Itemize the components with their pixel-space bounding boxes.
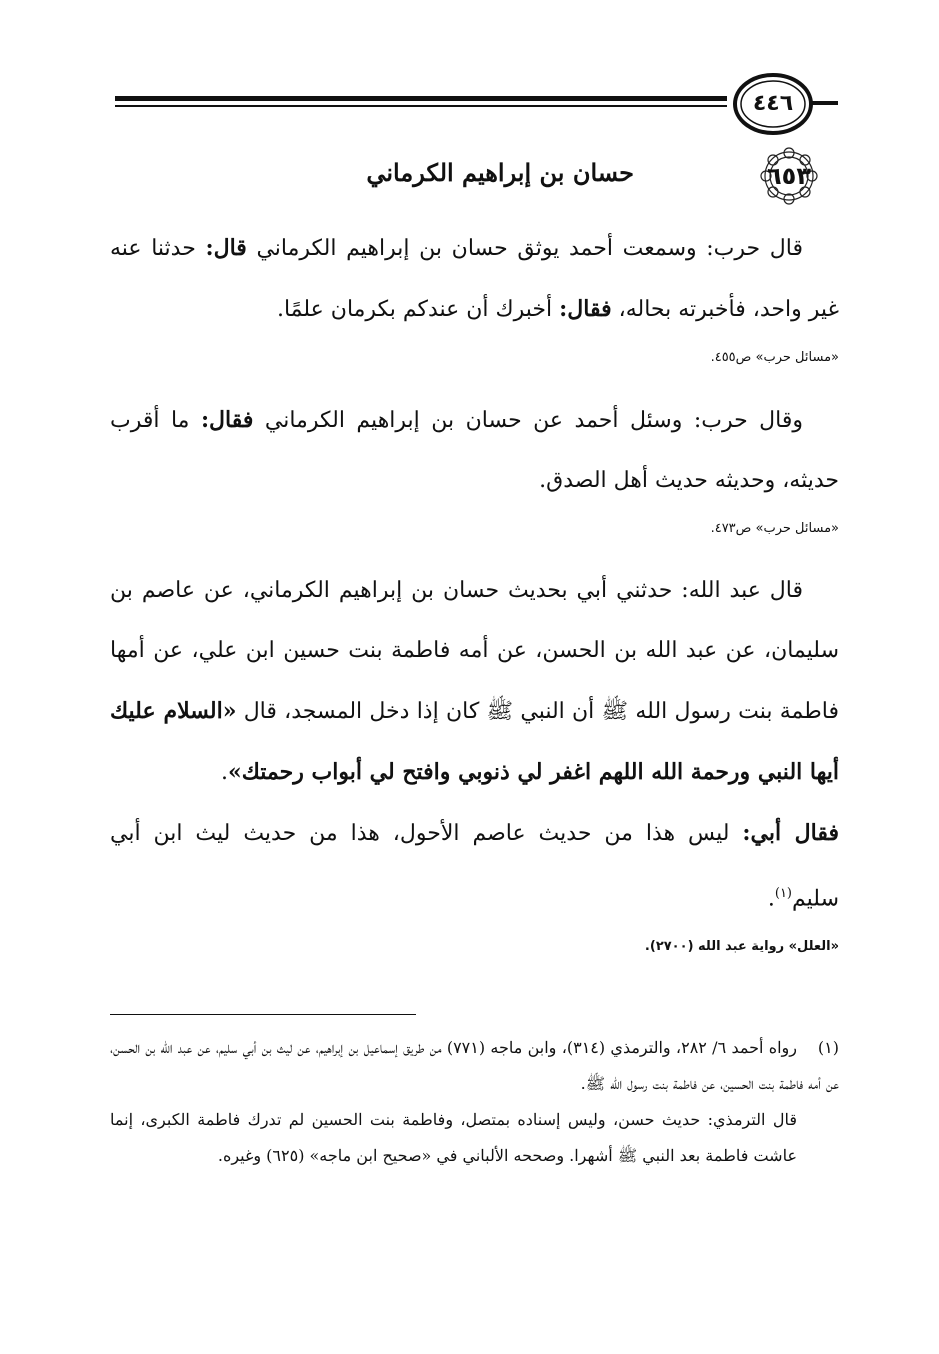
p3-text-a: قال عبد الله: حدثني أبي بحديث حسان بن إبراهيم الكرماني، عن عاصم بن سليمان، عن عبد الله بن الحسن، عن أمه فاطمة بنت حسين ابن علي، عن أمها فاطمة بنت رسول الله ﷺ أن النبي ﷺ كان إذا دخل المسجد، قال: [110, 578, 839, 724]
paragraph-3: [110, 561, 839, 803]
p2-bold-a: فقال:: [200, 407, 254, 433]
paragraph-4: [110, 803, 839, 929]
source-citation-1: «مسائل حرب» ص٤٥٥.: [710, 350, 839, 365]
p2-text-b: ما أقرب حديثه، وحديثه حديث أهل الصدق.: [110, 408, 839, 493]
p1-text-a: قال حرب: وسمعت أحمد يوثق حسان بن إبراهيم الكرماني: [246, 236, 803, 261]
footnote-section: [110, 1030, 839, 1174]
p3-text-b: .: [221, 760, 228, 785]
p1-text-b: حدثنا عنه غير واحد، فأخبرته بحاله،: [110, 236, 839, 322]
header-rule-thick: [115, 96, 727, 101]
page-number: ٤٤٦: [752, 91, 794, 116]
entry-title: حسان بن إبراهيم الكرماني: [366, 158, 634, 187]
footnote-reference[interactable]: (١): [774, 886, 792, 901]
p4-text-a: ليس هذا من حديث عاصم الأحول، هذا من حديث ليث ابن أبي سليم: [110, 821, 839, 912]
footnote-1-continued: [110, 1102, 839, 1174]
footnote-text-1: رواه أحمد ٦/ ٢٨٢، والترمذي (٣١٤)، وابن ماجه (٧٧١) من طريق إسماعيل بن إبراهيم، عن ليث بن أبي سليم، عن عبد الله بن الحسن، عن أمه فاطمة بنت الحسين، عن فاطمة بنت رسول الله ﷺ.: [110, 1038, 839, 1093]
header-rule-cap: [812, 101, 838, 105]
footnote-marker: (١): [817, 1038, 840, 1057]
p4-text-end: .: [767, 886, 775, 912]
source-citation-3: «العلل» رواية عبد الله (٢٧٠٠).: [644, 939, 839, 955]
paragraph-2: [110, 390, 839, 511]
p1-bold-b: فقال:: [559, 296, 612, 322]
source-citation-2: «مسائل حرب» ص٤٧٣.: [710, 521, 839, 536]
body-text: [110, 218, 839, 979]
p2-text-a: وقال حرب: وسئل أحمد عن حسان بن إبراهيم الكرماني: [253, 408, 804, 433]
p4-bold-a: فقال أبي:: [742, 820, 840, 846]
footnote-1: [110, 1030, 839, 1102]
footnote-separator: [110, 1014, 416, 1015]
page-number-badge: [732, 72, 814, 136]
footnote-text-2: قال الترمذي: حديث حسن، وليس إسناده بمتصل، وفاطمة بنت الحسين لم تدرك فاطمة الكبرى، إنما عاشت فاطمة بعد النبي ﷺ أشهرا. وصححه الألباني في «صحيح ابن ماجه» (٦٢٥) وغيره.: [110, 1110, 797, 1165]
entry-number: ٦٥٣: [767, 162, 811, 190]
p1-text-c: أخبرك أن عندكم بكرمان علمًا.: [276, 297, 560, 322]
header-rule-thin: [115, 105, 727, 107]
paragraph-1: [110, 218, 839, 340]
p1-bold-a: قال:: [205, 235, 247, 261]
p3-quoted-supplication: «السلام عليك أيها النبي ورحمة الله اللهم اغفر لي ذنوبي وافتح لي أبواب رحمتك»: [110, 698, 839, 785]
entry-number-badge: [755, 147, 823, 205]
